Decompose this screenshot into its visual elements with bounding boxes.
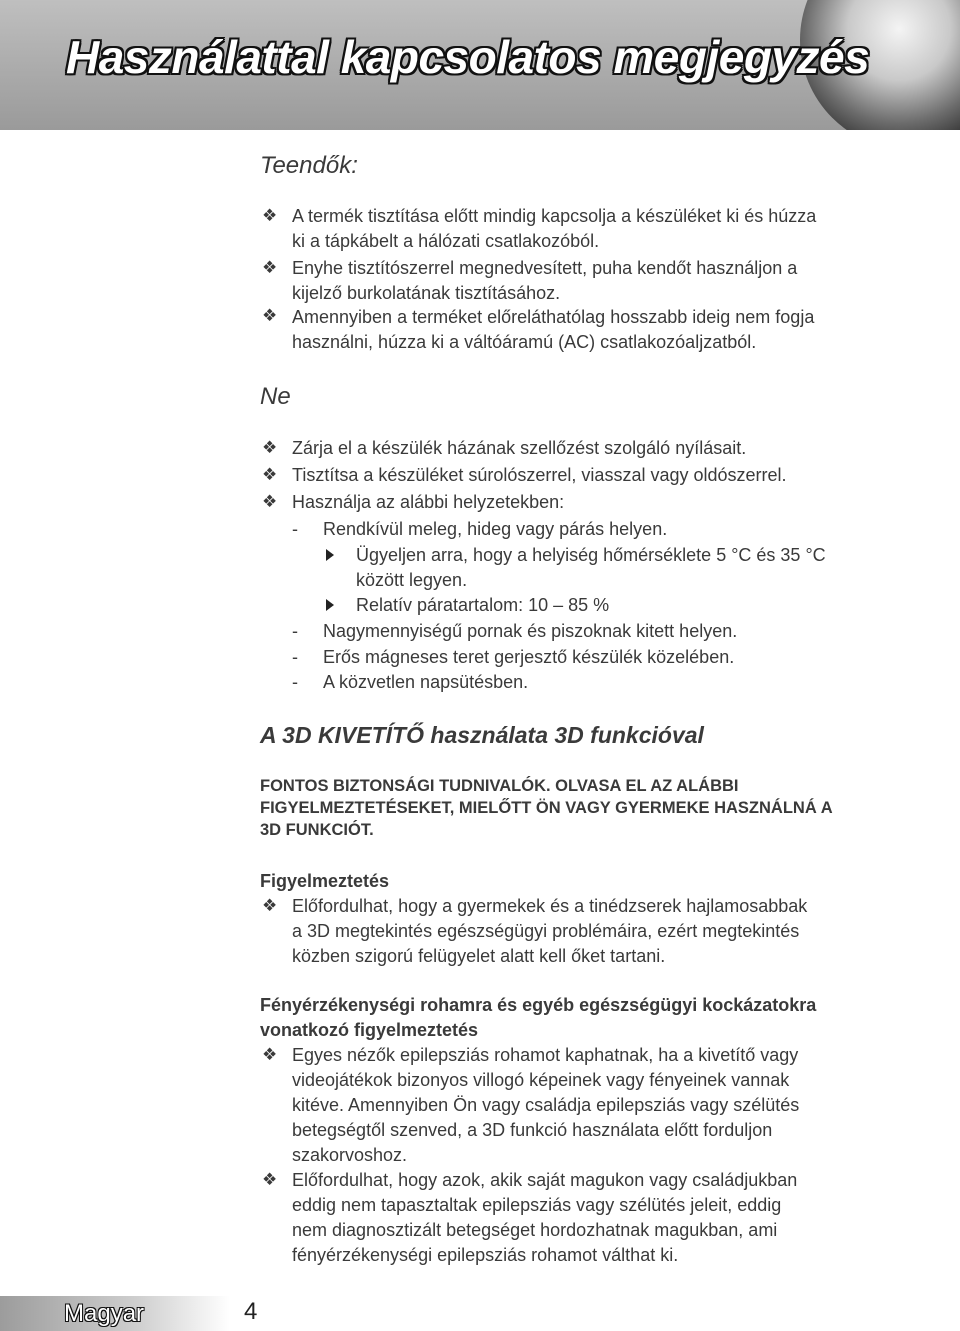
photo-item-2-line-3: nem diagnosztizált betegséget hordozhatnak magukban, ami (292, 1220, 778, 1240)
dont-sub-arrow-2: Relatív páratartalom: 10 – 85 % (356, 595, 610, 615)
dont-sub-dash-4: A közvetlen napsütésben. (323, 672, 529, 692)
triangle-right-icon (326, 549, 334, 561)
safety-notice-line-1: FONTOS BIZTONSÁGI TUDNIVALÓK. OLVASA EL AZ ALÁBBI (260, 777, 739, 795)
dash-marker: - (292, 621, 298, 641)
photo-item-1-line-3: kitéve. Amennyiben Ön vagy családja epilepsziás vagy szélütés (292, 1095, 800, 1115)
warning-item-line-1: Előfordulhat, hogy a gyermekek és a tinédzserek hajlamosabbak (292, 896, 808, 916)
photo-item-1-line-2: videojátékok bizonyos villogó képeinek vagy fényeinek vannak (292, 1070, 790, 1090)
dash-marker: - (292, 647, 298, 667)
dont-sub-arrow-1-line-1: Ügyeljen arra, hogy a helyiség hőmérséklete 5 °C és 35 °C (356, 545, 826, 565)
photosensitive-title-line-2: vonatkozó figyelmeztetés (260, 1020, 479, 1040)
warning-item-line-2: a 3D megtekintés egészségügyi problémáira, ezért megtekintés (292, 921, 800, 941)
photo-item-2-line-1: Előfordulhat, hogy azok, akik saját magukon vagy családjukban (292, 1170, 798, 1190)
section-3d-heading: A 3D KIVETÍTŐ használata 3D funkcióval (260, 722, 704, 748)
dont-item-2: Tisztítsa a készüléket súrolószerrel, viasszal vagy oldószerrel. (292, 465, 787, 485)
warning-item-line-3: közben szigorú felügyelet alatt kell őket tartani. (292, 946, 666, 966)
photo-item-2-line-4: fényérzékenységi epilepsziás rohamot válthat ki. (292, 1245, 679, 1265)
todo-item-3-line-2: használni, húzza ki a váltóáramú (AC) csatlakozóaljzatból. (292, 332, 757, 352)
dont-sub-dash-3: Erős mágneses teret gerjesztő készülék közelében. (323, 647, 735, 667)
diamond-bullet-icon: ❖ (262, 206, 278, 225)
triangle-right-icon (326, 599, 334, 611)
diamond-bullet-icon: ❖ (262, 258, 278, 277)
dont-sub-dash-2: Nagymennyiségű pornak és piszoknak kitett helyen. (323, 621, 738, 641)
dont-item-1: Zárja el a készülék házának szellőzést szolgáló nyílásait. (292, 438, 747, 458)
photosensitive-title-line-1: Fényérzékenységi rohamra és egyéb egészségügyi kockázatokra (260, 995, 817, 1015)
page-title: Használattal kapcsolatos megjegyzés (66, 31, 870, 83)
dont-heading: Ne (260, 383, 291, 410)
diamond-bullet-icon: ❖ (262, 1170, 278, 1189)
photo-item-1-line-5: szakorvoshoz. (292, 1145, 408, 1165)
todo-item-3-line-1: Amennyiben a terméket előreláthatólag hosszabb ideig nem fogja (292, 307, 815, 327)
diamond-bullet-icon: ❖ (262, 896, 278, 915)
photo-item-1-line-4: betegségtől szenved, a 3D funkció használata előtt forduljon (292, 1120, 773, 1140)
todo-item-1-line-1: A termék tisztítása előtt mindig kapcsolja a készüléket ki és húzza (292, 206, 817, 226)
diamond-bullet-icon: ❖ (262, 438, 278, 457)
warning-title: Figyelmeztetés (260, 871, 390, 891)
safety-notice-line-2: FIGYELMEZTETÉSEKET, MIELŐTT ÖN VAGY GYERMEKE HASZNÁLNÁ A (260, 799, 833, 817)
dont-sub-dash-1: Rendkívül meleg, hideg vagy párás helyen. (323, 519, 668, 539)
safety-notice-line-3: 3D FUNKCIÓT. (260, 821, 374, 839)
diamond-bullet-icon: ❖ (262, 492, 278, 511)
diamond-bullet-icon: ❖ (262, 465, 278, 484)
page-header (0, 0, 960, 130)
dont-item-3: Használja az alábbi helyzetekben: (292, 492, 565, 512)
photo-item-2-line-2: eddig nem tapasztaltak epilepsziás vagy szélütés jeleit, eddig (292, 1195, 782, 1215)
todo-item-2-line-1: Enyhe tisztítószerrel megnedvesített, puha kendőt használjon a (292, 258, 798, 278)
diamond-bullet-icon: ❖ (262, 306, 278, 325)
todo-item-2-line-2: kijelző burkolatának tisztításához. (292, 283, 561, 303)
photo-item-1-line-1: Egyes nézők epilepsziás rohamot kaphatnak, ha a kivetítő vagy (292, 1045, 799, 1065)
page-number: 4 (244, 1298, 258, 1325)
dash-marker: - (292, 519, 298, 539)
todo-heading: Teendők: (260, 152, 358, 179)
dash-marker: - (292, 672, 298, 692)
todo-item-1-line-2: ki a tápkábelt a hálózati csatlakozóból. (292, 231, 600, 251)
diamond-bullet-icon: ❖ (262, 1045, 278, 1064)
footer-language: Magyar (64, 1300, 145, 1327)
dont-sub-arrow-1-line-2: között legyen. (356, 570, 468, 590)
